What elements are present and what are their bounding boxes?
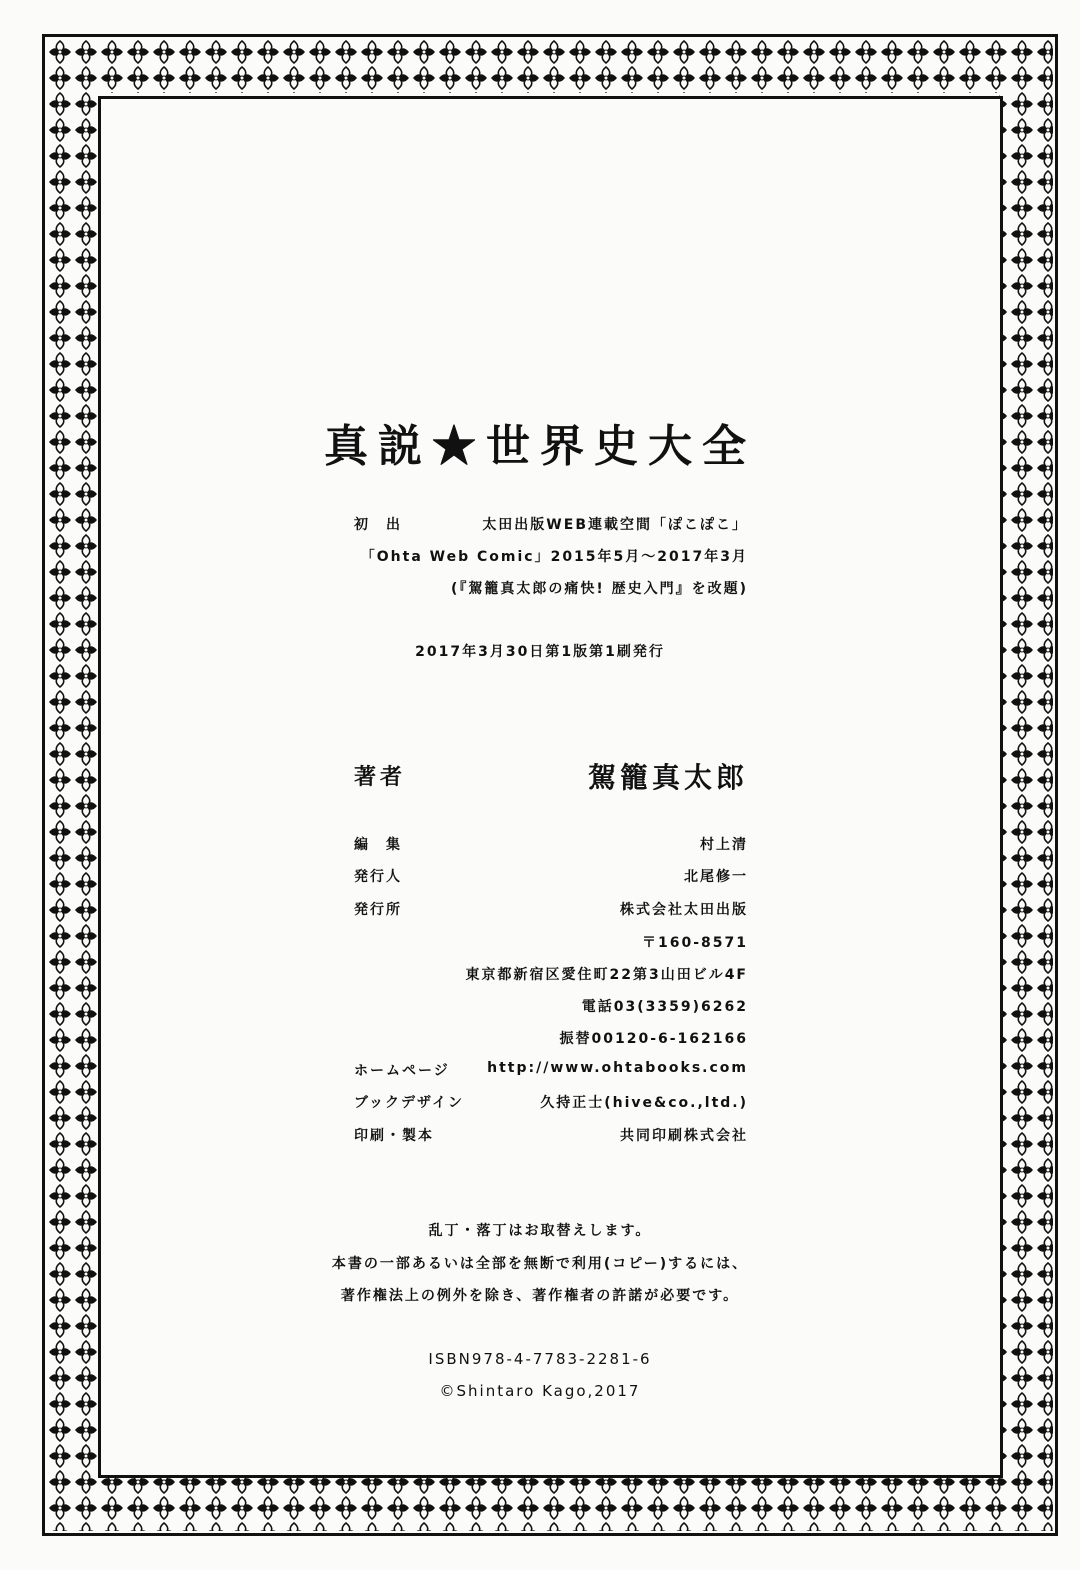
- first-pub-line2: 「Ohta Web Comic」2015年5月～2017年3月: [360, 549, 748, 565]
- credit-label-homepage: ホームページ: [354, 1063, 450, 1079]
- address: 東京都新宿区愛住町22第3山田ビル4F: [465, 967, 748, 983]
- transfer-account: 振替00120-6-162166: [559, 1031, 748, 1047]
- credit-label-publisher: 発行所: [354, 902, 402, 918]
- credit-label-printing: 印刷・製本: [354, 1128, 434, 1144]
- author-name: 駕籠真太郎: [587, 761, 748, 794]
- phone: 電話03(3359)6262: [581, 999, 748, 1015]
- notice-line1: 乱丁・落丁はお取替えします。: [428, 1223, 652, 1239]
- book-title: 真説★世界史大全: [324, 421, 756, 472]
- credit-value-editor: 村上清: [700, 837, 748, 853]
- first-pub-line1: 太田出版WEB連載空間「ぽこぽこ」: [482, 517, 748, 533]
- credit-label-publisher-person: 発行人: [354, 869, 402, 885]
- issue-date: 2017年3月30日第1版第1刷発行: [415, 644, 665, 660]
- copyright: ©Shintaro Kago,2017: [439, 1382, 641, 1400]
- notice-line3: 著作権法上の例外を除き、著作権者の許諾が必要です。: [340, 1288, 740, 1304]
- first-pub-line3: (『駕籠真太郎の痛快! 歴史入門』を改題): [450, 581, 748, 597]
- credit-value-printing: 共同印刷株式会社: [620, 1128, 748, 1144]
- postal-code: 〒160-8571: [642, 935, 748, 951]
- credit-value-publisher-person: 北尾修一: [684, 869, 748, 885]
- credit-value-publisher: 株式会社太田出版: [620, 902, 748, 918]
- credit-value-design: 久持正士(hive&co.,ltd.): [540, 1095, 748, 1111]
- homepage-url: http://www.ohtabooks.com: [487, 1060, 748, 1076]
- credit-label-editor: 編 集: [354, 837, 402, 853]
- notice-line2: 本書の一部あるいは全部を無断で利用(コピー)するには、: [331, 1256, 749, 1272]
- author-label: 著者: [354, 765, 407, 790]
- first-pub-label: 初 出: [354, 517, 402, 533]
- credit-label-design: ブックデザイン: [354, 1095, 465, 1111]
- isbn: ISBN978-4-7783-2281-6: [428, 1350, 652, 1368]
